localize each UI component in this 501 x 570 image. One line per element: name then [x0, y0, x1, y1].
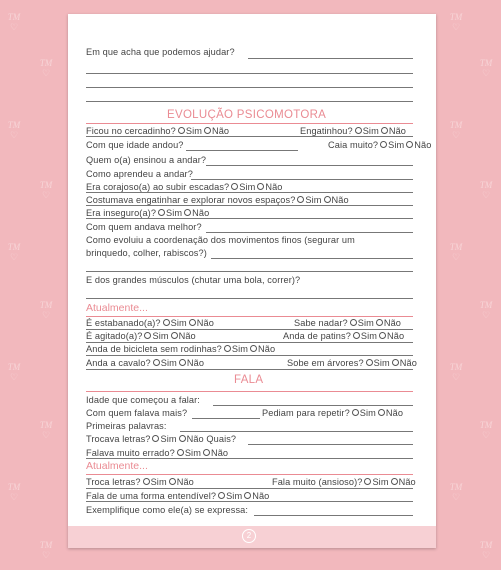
option-yes-radio[interactable]: [366, 359, 373, 366]
option-yes-radio[interactable]: [350, 319, 357, 326]
logo-watermark: TM ♡: [39, 58, 53, 78]
logo-watermark: TM ♡: [7, 120, 21, 140]
option-no-radio[interactable]: [379, 332, 386, 339]
question-falava-mais: Com quem falava mais?: [86, 408, 188, 418]
answer-line[interactable]: [86, 101, 413, 102]
answer-line[interactable]: [180, 431, 413, 432]
section-divider: [86, 474, 413, 475]
option-yes-radio[interactable]: [152, 435, 159, 442]
answer-line[interactable]: [86, 218, 413, 219]
option-yes-radio[interactable]: [352, 409, 359, 416]
answer-line[interactable]: [248, 444, 413, 445]
question-exemplifique: Exemplifique como ele(a) se expressa:: [86, 505, 249, 515]
question-caia: Caia muito? Sim Não: [328, 140, 432, 150]
logo-watermark: TM ♡: [479, 180, 493, 200]
option-yes-radio[interactable]: [297, 196, 304, 203]
option-no-radio[interactable]: [203, 449, 210, 456]
section-title-speech-now: Atualmente...: [86, 460, 148, 472]
page-number: 2: [242, 529, 256, 543]
answer-line[interactable]: [86, 192, 413, 193]
question-engatinhou: Engatinhou? Sim Não: [300, 126, 406, 136]
answer-line[interactable]: [86, 205, 413, 206]
option-no-radio[interactable]: [378, 409, 385, 416]
question-andava-melhor: Com quem andava melhor?: [86, 222, 202, 232]
option-no-radio[interactable]: [391, 478, 398, 485]
question-falava-errado: Falava muito errado? Sim Não: [86, 448, 229, 458]
option-yes-radio[interactable]: [231, 183, 238, 190]
question-trocava-letras: Trocava letras? Sim Não Quais?: [86, 434, 237, 444]
section-title-speech: FALA: [234, 374, 264, 386]
question-cavalo: Anda a cavalo? Sim Não: [86, 358, 205, 368]
logo-watermark: TM ♡: [479, 420, 493, 440]
answer-line[interactable]: [213, 405, 413, 406]
option-yes-radio[interactable]: [218, 492, 225, 499]
answer-line[interactable]: [86, 342, 413, 343]
logo-watermark: TM ♡: [7, 242, 21, 262]
logo-watermark: TM ♡: [449, 120, 463, 140]
answer-line[interactable]: [186, 150, 298, 151]
logo-watermark: TM ♡: [7, 362, 21, 382]
option-yes-radio[interactable]: [158, 209, 165, 216]
question-fala-muito: Fala muito (ansioso)? Sim Não: [272, 477, 416, 487]
option-yes-radio[interactable]: [178, 127, 185, 134]
option-yes-radio[interactable]: [380, 141, 387, 148]
logo-watermark: TM ♡: [39, 180, 53, 200]
answer-line[interactable]: [86, 271, 413, 272]
logo-watermark: TM ♡: [39, 420, 53, 440]
answer-line[interactable]: [248, 58, 413, 59]
option-yes-radio[interactable]: [224, 345, 231, 352]
question-grandes-musculos: E dos grandes músculos (chutar uma bola, correr)?: [86, 275, 301, 285]
option-no-radio[interactable]: [406, 141, 413, 148]
option-no-radio[interactable]: [179, 359, 186, 366]
question-inseguro: Era inseguro(a)? Sim Não: [86, 208, 210, 218]
logo-watermark: TM ♡: [479, 300, 493, 320]
section-divider: [86, 391, 413, 392]
question-cercadinho: Ficou no cercadinho? Sim Não: [86, 126, 230, 136]
help-question: Em que acha que podemos ajudar?: [86, 47, 235, 57]
answer-line[interactable]: [86, 488, 413, 489]
question-quem-ensinou: Quem o(a) ensinou a andar?: [86, 155, 207, 165]
option-yes-radio[interactable]: [353, 332, 360, 339]
option-yes-radio[interactable]: [355, 127, 362, 134]
option-no-radio[interactable]: [204, 127, 211, 134]
section-divider: [86, 123, 413, 124]
answer-line[interactable]: [254, 515, 413, 516]
page-footer: [68, 526, 436, 548]
section-title-motor: EVOLUÇÃO PSICOMOTORA: [167, 109, 327, 121]
logo-watermark: TM ♡: [7, 482, 21, 502]
option-yes-radio[interactable]: [163, 319, 170, 326]
logo-watermark: TM ♡: [7, 12, 21, 32]
option-no-radio[interactable]: [376, 319, 383, 326]
answer-line[interactable]: [211, 258, 413, 259]
option-no-radio[interactable]: [179, 435, 186, 442]
answer-line[interactable]: [86, 136, 413, 137]
question-estabanado: É estabanado(a)? Sim Não: [86, 318, 214, 328]
logo-watermark: TM ♡: [479, 540, 493, 560]
answer-line[interactable]: [192, 418, 260, 419]
answer-line[interactable]: [206, 165, 413, 166]
option-no-radio[interactable]: [244, 492, 251, 499]
logo-watermark: TM ♡: [39, 540, 53, 560]
option-no-radio[interactable]: [324, 196, 331, 203]
answer-line[interactable]: [86, 298, 413, 299]
logo-watermark: TM ♡: [39, 300, 53, 320]
question-idade-andou: Com que idade andou?: [86, 140, 184, 150]
question-troca-letras: Troca letras? Sim Não: [86, 477, 194, 487]
option-yes-radio[interactable]: [144, 332, 151, 339]
logo-watermark: TM ♡: [449, 482, 463, 502]
option-no-radio[interactable]: [171, 332, 178, 339]
question-fala-entendivel: Fala de uma forma entendível? Sim Não: [86, 491, 270, 501]
question-agitado: É agitado(a)? Sim Não: [86, 331, 196, 341]
section-divider: [86, 316, 413, 317]
option-no-radio[interactable]: [381, 127, 388, 134]
question-engatinhar-explorar: Costumava engatinhar e explorar novos espaços? Sim Não: [86, 195, 349, 205]
option-no-radio[interactable]: [169, 478, 176, 485]
answer-line[interactable]: [86, 73, 413, 74]
question-corajoso: Era corajoso(a) ao subir escadas? Sim Não: [86, 182, 283, 192]
answer-line[interactable]: [86, 355, 413, 356]
question-primeiras-palavras: Primeiras palavras:: [86, 421, 167, 431]
question-patins: Anda de patins? Sim Não: [283, 331, 405, 341]
answer-line[interactable]: [206, 232, 413, 233]
question-arvores: Sobe em árvores? Sim Não: [287, 358, 417, 368]
option-no-radio[interactable]: [250, 345, 257, 352]
answer-line[interactable]: [86, 458, 413, 459]
option-yes-radio[interactable]: [364, 478, 371, 485]
option-yes-radio[interactable]: [153, 359, 160, 366]
logo-watermark: TM ♡: [479, 58, 493, 78]
question-coordenacao-fina: Como evoluiu a coordenação dos movimentos finos (segurar um: [86, 235, 355, 245]
question-repetir: Pediam para repetir? Sim Não: [262, 408, 404, 418]
answer-line[interactable]: [86, 369, 413, 370]
question-coordenacao-fina-cont: brinquedo, colher, rabiscos?): [86, 248, 207, 258]
logo-watermark: TM ♡: [449, 362, 463, 382]
form-page: [68, 14, 436, 548]
logo-watermark: TM ♡: [449, 12, 463, 32]
option-yes-radio[interactable]: [143, 478, 150, 485]
question-bicicleta: Anda de bicicleta sem rodinhas? Sim Não: [86, 344, 276, 354]
section-title-now: Atualmente...: [86, 302, 148, 314]
option-no-radio[interactable]: [257, 183, 264, 190]
option-no-radio[interactable]: [189, 319, 196, 326]
question-como-aprendeu: Como aprendeu a andar?: [86, 169, 193, 179]
answer-line[interactable]: [86, 87, 413, 88]
answer-line[interactable]: [191, 179, 413, 180]
option-yes-radio[interactable]: [177, 449, 184, 456]
answer-line[interactable]: [86, 329, 413, 330]
option-no-radio[interactable]: [392, 359, 399, 366]
answer-line[interactable]: [86, 501, 413, 502]
option-no-radio[interactable]: [184, 209, 191, 216]
question-nadar: Sabe nadar? Sim Não: [294, 318, 401, 328]
question-idade-falar: Idade que começou a falar:: [86, 395, 200, 405]
logo-watermark: TM ♡: [449, 242, 463, 262]
